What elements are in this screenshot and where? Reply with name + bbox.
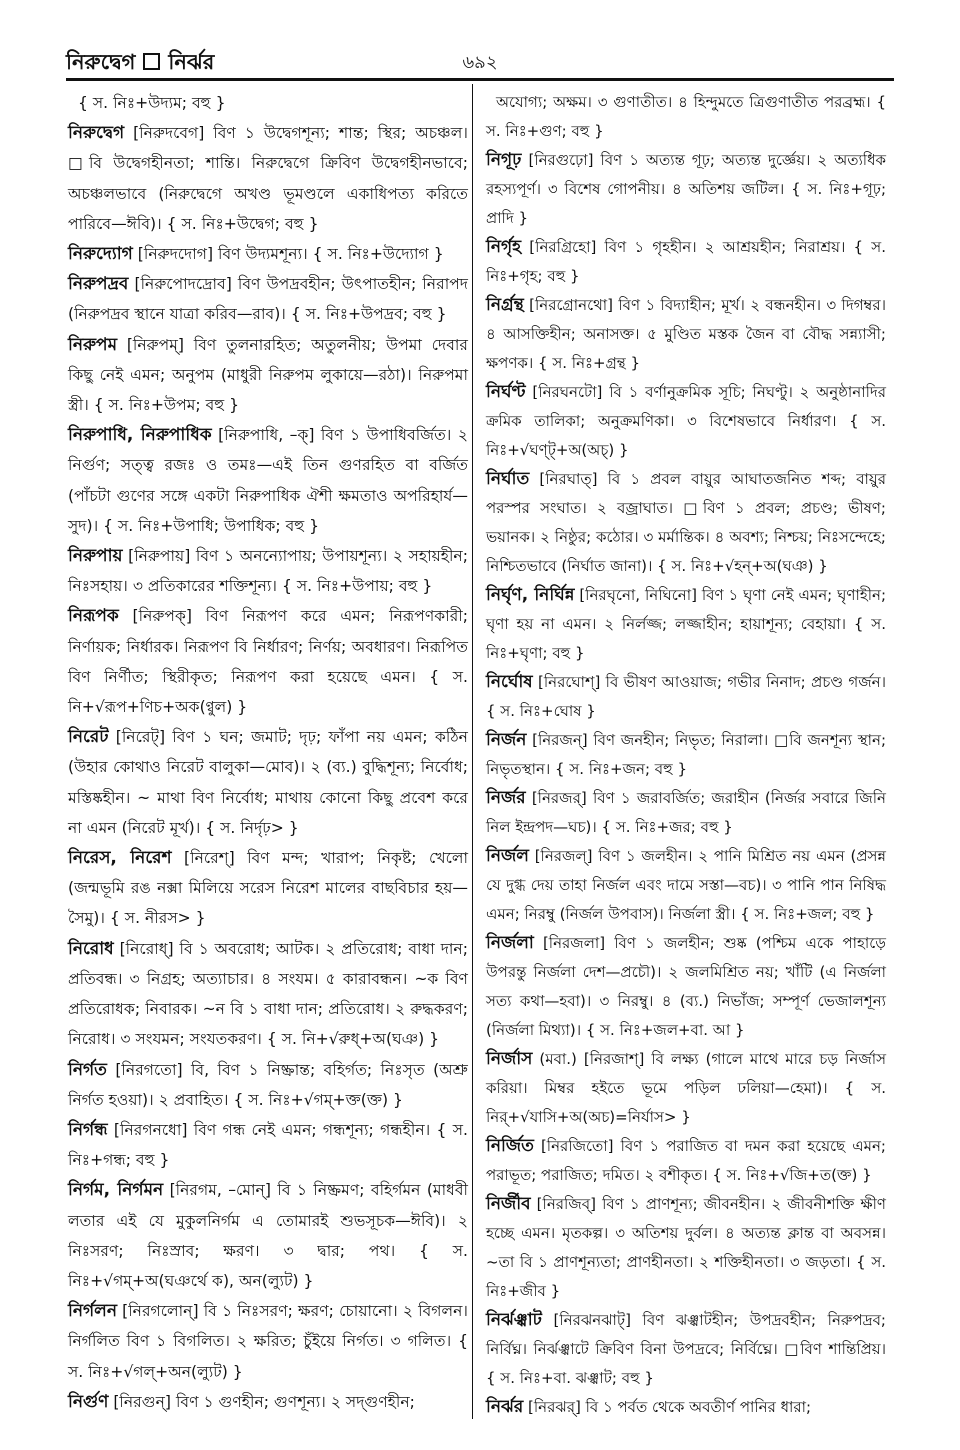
entry-headword: নিরেট [68,727,109,748]
dictionary-entry [68,88,468,118]
dictionary-entry [486,1045,886,1132]
guide-word-last: নির্ঝর [168,50,215,74]
entry-headword: নিরেস, নিরেশ [68,848,172,869]
entry-headword: নিগূঢ় [486,150,522,170]
entry-headword: নির্জন [486,730,527,750]
entry-headword: নির্ঝর [486,1397,524,1417]
entry-headword: নিরূপক [68,606,119,627]
guide-words [66,46,214,81]
entry-definition: [নিরুদবেগ] বিণ ১ উদ্বেগশূন্য; শান্ত; স্থির; অচঞ্চল। □বি উদ্বেগহীনতা; শান্তি। নিরুদ্বেগে ক্রিবিণ উদ্বেগহীনভাবে; অচঞ্চলভাবে (নিরুদ্বেগে অখণ্ড ভূমণ্ডলে একাধিপত্য করিতে পারিবে—ঈবি)। { স. নিঃ+উদ্বেগ; বহু } [68,124,468,233]
dictionary-entry [486,929,886,1045]
dictionary-entry [486,1132,886,1190]
dictionary-entry [486,291,886,378]
entry-headword: নির্গুণ [68,1391,109,1412]
entry-headword: নির্গলন [68,1301,117,1322]
entry-headword: নিরুপায় [68,546,123,567]
entry-definition: [নিরুপাধি, –ক্] বিণ ১ উপাধিবর্জিত। ২ নির্গুণ; সত্ত্ব রজঃ ও তমঃ—এই তিন গুণরহিত বা বর্জিত (পাঁচটা গুণের সঙ্গে একটা নিরুপাধিক ঐশী ক্ষমতাও অপরিহার্য—সুদ)। { স. নিঃ+উপাধি; উপাধিক; বহু } [68,426,468,535]
entry-definition: [নিরগনধো] বিণ গন্ধ নেই এমন; গন্ধশূন্য; গন্ধহীন। { স. নিঃ+গন্ধ; বহু } [68,1120,468,1170]
dictionary-entry [68,1387,468,1417]
entry-definition: [নিরগুঢ়ো] বিণ ১ অত্যন্ত গূঢ়; অত্যন্ত দুর্জ্ঞেয়। ২ অত্যধিক রহস্যপূর্ণ। ৩ বিশেষ গোপনীয়। ৪ অতিশয় জটিল। { স. নিঃ+গূঢ়; প্রাদি } [486,151,886,227]
dictionary-entry [486,465,886,581]
right-column [486,88,886,1422]
entry-definition: [নিরগলোন্] বি ১ নিঃসরণ; ক্ষরণ; চোয়ানো। ২ বিগলন। নির্গলিত বিণ ১ বিগলিত। ২ ক্ষরিত; চুঁইয়ে নির্গত। ৩ গলিত। { স. নিঃ+√গল্+অন(ল্যুট) } [68,1302,468,1381]
dictionary-entry [486,88,886,146]
entry-headword: নিরুপদ্রব [68,274,129,295]
entry-headword: নির্জাস [486,1049,533,1069]
entry-headword: নির্জর [486,788,526,808]
entry-definition: [নিরুপায়] বিণ ১ অনন্যোপায়; উপায়শূন্য। ২ সহায়হীন; নিঃসহায়। ৩ প্রতিকারের শক্তিশূন্য। { স. নিঃ+উপায়; বহু } [68,547,468,596]
entry-definition: { স. নিঃ+উদ্যম; বহু } [78,94,226,112]
entry-headword: নির্গত [68,1059,107,1080]
entry-definition: [নিরুপোদদ্রোব] বিণ উপদ্রবহীন; উৎপাতহীন; নিরাপদ (নিরুপদ্রব স্থানে যাত্রা করিব—রাব)। { স. নিঃ+উপদ্রব; বহু } [68,275,468,324]
dictionary-entry [68,843,468,934]
entry-headword: নির্ঘৃণ, নির্ঘিন্ন [486,585,575,605]
entry-headword: নির্ঝঞ্ঝাট [486,1310,542,1330]
dictionary-entry [68,239,468,269]
entry-definition: [নিরজল্] বিণ ১ জলহীন। ২ পানি মিশ্রিত নয় এমন (প্রসন্ন যে দুগ্ধ দেয় তাহা নির্জল এবং দামে সস্তা—বচ)। ৩ পানি পান নিষিদ্ধ এমন; নিরম্বু (নির্জল উপবাস)। নির্জলা স্ত্রী। { স. নিঃ+জল; বহু } [486,847,886,923]
entry-definition: [নিরগ্রিহো] বিণ ১ গৃহহীন। ২ আশ্রয়হীন; নিরাশ্রয়। { স. নিঃ+গৃহ; বহু } [486,238,886,285]
dictionary-entry [68,1296,468,1387]
entry-definition: [নিরঘাত্] বি ১ প্রবল বায়ুর আঘাতজনিত শব্দ; বায়ুর পরস্পর সংঘাত। ২ বজ্রাঘাত। □বিণ ১ প্রবল; প্রচণ্ড; ভীষণ; ভয়ানক। ২ নিষ্ঠুর; কঠোর। ৩ মর্মান্তিক। ৪ অবশ্য; নিশ্চয়; নিঃসন্দেহে; নিশ্চিতভাবে (নির্ঘাত জানা)। { স. নিঃ+√হন্+অ(ঘঞ) } [486,470,886,575]
entry-headword: নির্ঘাত [486,469,530,489]
entry-definition: [নিরেট্] বিণ ১ ঘন; জমাট; দৃঢ়; ফাঁপা নয় এমন; কঠিন (উহার কোথাও নিরেট বালুকা—মোব)। ২ (ব্য.) বুদ্ধিশূন্য; নির্বোধ; মস্তিষ্কহীন। ~ মাথা বিণ নির্বোধ; মাথায় কোনো কিছু প্রবেশ করে না এমন (নিরেট মূর্খ)। { স. নির্দৃঢ়> } [68,728,468,837]
entry-definition: [নিরুপম্] বিণ তুলনারহিত; অতুলনীয়; উপমা দেবার কিছু নেই এমন; অনুপম (মাধুরী নিরুপম লুকায়ে—রঠা)। নিরুপমা স্ত্রী। { স. নিঃ+উপম; বহু } [68,335,468,415]
entry-headword: নির্গৃহ [486,237,522,257]
dictionary-entry [486,233,886,291]
left-column [68,88,468,1417]
dictionary-entry [486,842,886,929]
dictionary-entry [68,330,468,421]
entry-headword: নির্গ্রন্থ [486,295,524,315]
entry-headword: নির্জিত [486,1136,534,1156]
entry-headword: নির্ঘণ্ট [486,382,526,402]
entry-definition: [নিরোধ্] বি ১ অবরোধ; আটক। ২ প্রতিরোধ; বাধা দান; প্রতিবন্ধ। ৩ নিগ্রহ; অত্যাচার। ৪ সংযম। ৫ কারাবন্ধন। ~ক বিণ প্রতিরোধক; নিবারক। ~ন বি ১ বাধা দান; প্রতিরোধ। ২ রুদ্ধকরণ; নিরোধ। ৩ সংযমন; সংযতকরণ। { স. নি+√রুধ্+অ(ঘঞ) } [68,939,468,1049]
entry-headword: নিরুপাধি, নিরুপাধিক [68,425,212,446]
dictionary-entry [68,420,468,541]
dictionary-entry [68,1055,468,1115]
entry-headword: নিরুপম [68,334,118,355]
guide-word-first: নিরুদ্বেগ [66,50,136,74]
entry-definition: [নিরঝনঝাট্] বিণ ঝঞ্ঝাটহীন; উপদ্রবহীন; নিরুপদ্রব; নির্বিঘ্ন। নির্ঝঞ্ঝাটে ক্রিবিণ বিনা উপদ্রবে; নির্বিঘ্নে। □বিণ শান্তিপ্রিয়। { স. নিঃ+বা. ঝঞ্ঝাট; বহু } [486,1311,886,1387]
entry-definition: অযোগ্য; অক্ষম। ৩ গুণাতীত। ৪ হিন্দুমতে ত্রিগুণাতীত পরব্রহ্ম। { স. নিঃ+গুণ; বহু } [486,93,886,140]
dictionary-entry [486,1190,886,1306]
entry-headword: নির্জলা [486,933,534,953]
dictionary-entry [68,118,468,239]
dictionary-entry [486,146,886,233]
entry-headword: নির্ঘোষ [486,672,533,692]
dictionary-entry [486,1393,886,1422]
dictionary-entry [486,378,886,465]
entry-headword: নির্গন্ধ [68,1119,108,1140]
dictionary-entry [68,934,468,1055]
entry-definition: [নিরেশ্] বিণ মন্দ; খারাপ; নিকৃষ্ট; খেলো (জন্মভূমি রঙ নক্সা মিলিয়ে সরেস নিরেশ মালের বাছবিচার হয়—সৈমু)। { স. নীরস> } [68,849,468,928]
dictionary-entry [486,726,886,784]
entry-headword: নিরুদ্যোগ [68,244,133,265]
entry-definition: [নিরঘনটো] বি ১ বর্ণানুক্রমিক সূচি; নিঘণ্টু। ২ অনুষ্ঠানাদির ক্রমিক তালিকা; অনুক্রমণিকা। ৩ বিশেষভাবে নির্ধারণ। { স. নিঃ+√ঘণ্ট্+অ(অচ্) } [486,383,886,459]
entry-definition: [নিরজর্] বিণ ১ জরাবর্জিত; জরাহীন (নির্জর সবারে জিনি নিল ইন্দ্রপদ—ঘচ)। { স. নিঃ+জর; বহু } [486,789,886,836]
entry-definition: [নিরগম, –মোন্] বি ১ নিষ্ক্রমণ; বহির্গমন (মাধবী লতার এই যে মুকুলনির্গম এ তোমারই শুভসূচক—ঈবি)। ২ নিঃসরণ; নিঃস্রাব; ক্ষরণ। ৩ দ্বার; পথ। { স. নিঃ+√গম্+অ(ঘঞর্থে ক), অন(ল্যুট) } [68,1181,468,1290]
entry-definition: [নিরুদদোগ] বিণ উদ্যমশূন্য। { স. নিঃ+উদ্যোগ } [132,245,444,264]
page-number: ৬৯২ [462,52,498,73]
dictionary-entry [486,668,886,726]
dictionary-entry [486,784,886,842]
entry-headword: নির্জীব [486,1194,531,1214]
entry-definition: [নিরগ্রোনথো] বিণ ১ বিদ্যাহীন; মূর্খ। ২ বন্ধনহীন। ৩ দিগম্বর। ৪ আসক্তিহীন; অনাসক্ত। ৫ মুণ্ডিত মস্তক জৈন বা বৌদ্ধ সন্ন্যাসী; ক্ষপণক। { স. নিঃ+গ্রন্থ } [486,296,886,372]
header-rule [66,78,894,81]
entry-definition: [নিরজিতো] বিণ ১ পরাজিত বা দমন করা হয়েছে এমন; পরাভূত; পরাজিত; দমিত। ২ বশীকৃত। { স. নিঃ+√জি+ত(ক্ত) } [486,1137,886,1184]
dictionary-entry [68,601,468,722]
entry-definition: [নিরজন্] বিণ জনহীন; নিভৃত; নিরালা। □বি জনশূন্য স্থান; নিভৃতস্থান। { স. নিঃ+জন; বহু } [486,731,886,778]
entry-definition: [নিরঘৃনো, নিঘিনো] বিণ ১ ঘৃণা নেই এমন; ঘৃণাহীন; ঘৃণা হয় না এমন। ২ নির্লজ্জ; লজ্জাহীন; হায়াশূন্য; বেহায়া। { স. নিঃ+ঘৃণা; বহু } [486,586,887,662]
dictionary-entry [68,722,468,843]
entry-definition: [নিরঘোশ্] বি ভীষণ আওয়াজ; গভীর নিনাদ; প্রচণ্ড গর্জন। { স. নিঃ+ঘোষ } [486,673,886,720]
entry-definition: [নিরঝর্] বি ১ পর্বত থেকে অবতীর্ণ পানির ধারা; [523,1398,812,1416]
dictionary-entry [68,1175,468,1296]
dictionary-entry [486,581,886,668]
dictionary-entry [486,1306,886,1393]
dictionary-entry [68,269,468,329]
page-header [66,42,894,76]
dictionary-entry [68,541,468,601]
entry-headword: নিরোধ [68,938,114,959]
column-divider [472,84,473,1419]
entry-headword: নিরুদ্বেগ [68,123,125,144]
entry-headword: নির্গম, নির্গমন [68,1180,164,1201]
dictionary-entry [68,1115,468,1175]
entry-definition: [নিরগতো] বি, বিণ ১ নিষ্ক্রান্ত; বহির্গত; নিঃসৃত (অশ্রু নির্গত হওয়া)। ২ প্রবাহিত। { স. নিঃ+√গম্+ক্ত(ক্ত) } [68,1060,468,1109]
entry-headword: নির্জল [486,846,529,866]
entry-definition: [নিরগুন্] বিণ ১ গুণহীন; গুণশূন্য। ২ সদ্গুণহীন; [108,1392,415,1411]
entry-definition: [নিরজলা] বিণ ১ জলহীন; শুষ্ক (পশ্চিম একে পাহাড়ে উপরন্তু নির্জলা দেশ—প্রচৌ)। ২ জলমিশ্রিত নয়; খাঁটি (এ নির্জলা সত্য কথা—হবা)। ৩ নিরম্বু। ৪ (ব্য.) নিভাঁজ; সম্পূর্ণ ভেজালশূন্য (নির্জলা মিথ্যা)। { স. নিঃ+জল+বা. আ } [486,934,886,1039]
separator-box-icon [143,53,160,70]
entry-definition: [নিরুপক্] বিণ নিরূপণ করে এমন; নিরূপণকারী; নির্ণায়ক; নির্ধারক। নিরূপণ বি নির্ধারণ; নির্ণয়; অবধারণ। নিরূপিত বিণ নির্ণীত; স্থিরীকৃত; নিরূপণ করা হয়েছে এমন। { স. নি+√রূপ+ণিচ+অক(ণ্বুল) } [68,607,468,717]
entry-definition: (মবা.) [নিরজাশ্] বি লক্ষ্য (গালে মাথে মারে চড় নির্জাস করিয়া। মিম্বর হইতে ভূমে পড়িল ঢলিয়া—হেমা)। { স. নির্+√যাসি+অ(অচ)=নির্যাস> } [486,1050,886,1126]
entry-definition: [নিরজিব্] বিণ ১ প্রাণশূন্য; জীবনহীন। ২ জীবনীশক্তি ক্ষীণ হচ্ছে এমন। মৃতকল্প। ৩ অতিশয় দুর্বল। ৪ অত্যন্ত ক্লান্ত বা অবসন্ন। ~তা বি ১ প্রাণশূন্যতা; প্রাণহীনতা। ২ শক্তিহীনতা। ৩ জড়তা। { স. নিঃ+জীব } [486,1195,886,1300]
